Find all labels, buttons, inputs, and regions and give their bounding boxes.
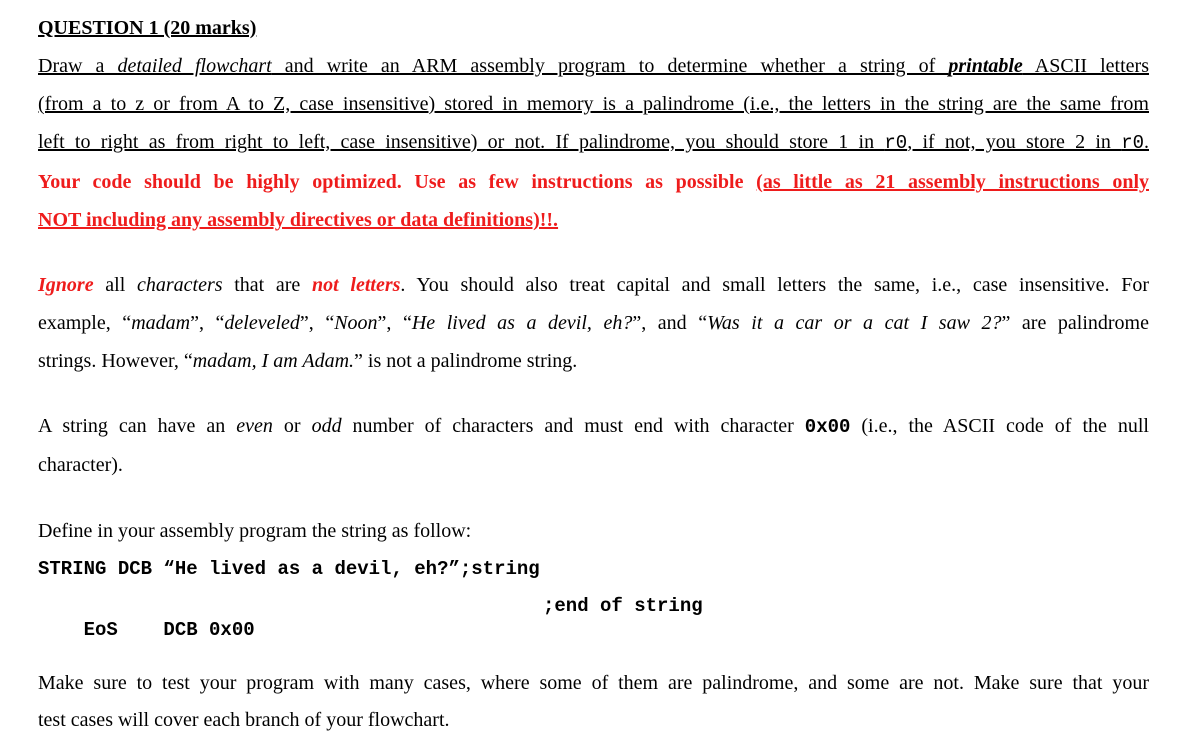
register-r0: r0	[884, 132, 908, 154]
code-line-string: STRING DCB “He lived as a devil, eh?”;string	[38, 558, 540, 580]
text: example, “	[38, 312, 132, 334]
text-red-bold-italic: not letters	[312, 274, 401, 296]
p2-line-1	[38, 273, 1149, 297]
text: ” is not a palindrome string.	[354, 350, 578, 372]
text: ”, and “	[632, 312, 708, 334]
p1-line-3	[38, 130, 1149, 155]
text-italic: detailed flowchart	[117, 55, 272, 77]
text-italic: even	[236, 415, 273, 437]
text: strings. However, “	[38, 350, 193, 372]
p2-line-2	[38, 311, 1149, 335]
p5-line-1: Make sure to test your program with many cases, where some of them are palindrome, and some are not. Make sure that your	[38, 672, 1149, 694]
text: , if not, you store 2 in	[907, 131, 1122, 153]
text: ASCII letters	[1022, 55, 1149, 77]
p1-line-2: (from a to z or from A to Z, case insensitive) stored in memory is a palindrome (i.e., the letters in the string are the same from	[38, 93, 1149, 115]
text: ”, “	[190, 312, 225, 334]
text: left to right as from right to left, case insensitive) or not. If palindrome, you should store 1 in	[38, 131, 885, 153]
text: . You should also treat capital and small letters the same, i.e., case insensitive. For	[400, 274, 1149, 296]
text-italic: odd	[311, 415, 342, 437]
text: all	[93, 274, 137, 296]
text: ”, “	[299, 312, 335, 334]
text: ” are palindrome	[1001, 312, 1149, 334]
register-r0: r0	[1121, 132, 1144, 154]
text: that are	[222, 274, 313, 296]
text: ”, “	[377, 312, 412, 334]
p1-line-5: NOT including any assembly directives or data definitions)!!.	[38, 209, 559, 231]
p3-line-2: character).	[38, 454, 123, 476]
example-italic: He lived as a devil, eh?	[411, 312, 633, 334]
example-italic: Noon	[334, 312, 378, 334]
example-italic: deleveled	[224, 312, 300, 334]
text-red-bold-underline: (as little as 21 assembly instructions only	[756, 171, 1149, 193]
p4-intro: Define in your assembly program the string as follow:	[38, 520, 472, 542]
text-italic: characters	[136, 274, 223, 296]
text-red-bold-italic: Ignore	[38, 274, 94, 296]
null-char-code: 0x00	[804, 416, 851, 438]
p3-line-1	[38, 414, 1149, 439]
text: and write an ARM assembly program to determine whether a string of	[271, 55, 949, 77]
code-eos-definition: EoS DCB 0x00	[83, 619, 255, 641]
text: (i.e., the ASCII code of the null	[850, 415, 1149, 437]
example-italic: madam	[131, 312, 191, 334]
text: Draw a	[38, 55, 118, 77]
example-italic: Was it a car or a cat I saw 2?	[707, 312, 1002, 334]
p1-line-1	[38, 54, 1149, 78]
text-bold-italic: printable	[948, 55, 1023, 77]
code-line-eos	[38, 594, 738, 666]
text-red-bold: Your code should be highly optimized. Use as few instructions as possible	[38, 171, 757, 193]
example-italic: madam, I am Adam.	[192, 350, 355, 372]
code-comment: ;end of string	[543, 595, 703, 617]
p5-line-2: test cases will cover each branch of your flowchart.	[38, 709, 450, 731]
p1-line-4	[38, 170, 1149, 194]
text: or	[272, 415, 312, 437]
text: number of characters and must end with character	[341, 415, 805, 437]
text: A string can have an	[38, 415, 237, 437]
question-title: QUESTION 1 (20 marks)	[38, 17, 257, 39]
p2-line-3	[38, 349, 1149, 373]
text: .	[1144, 131, 1149, 153]
